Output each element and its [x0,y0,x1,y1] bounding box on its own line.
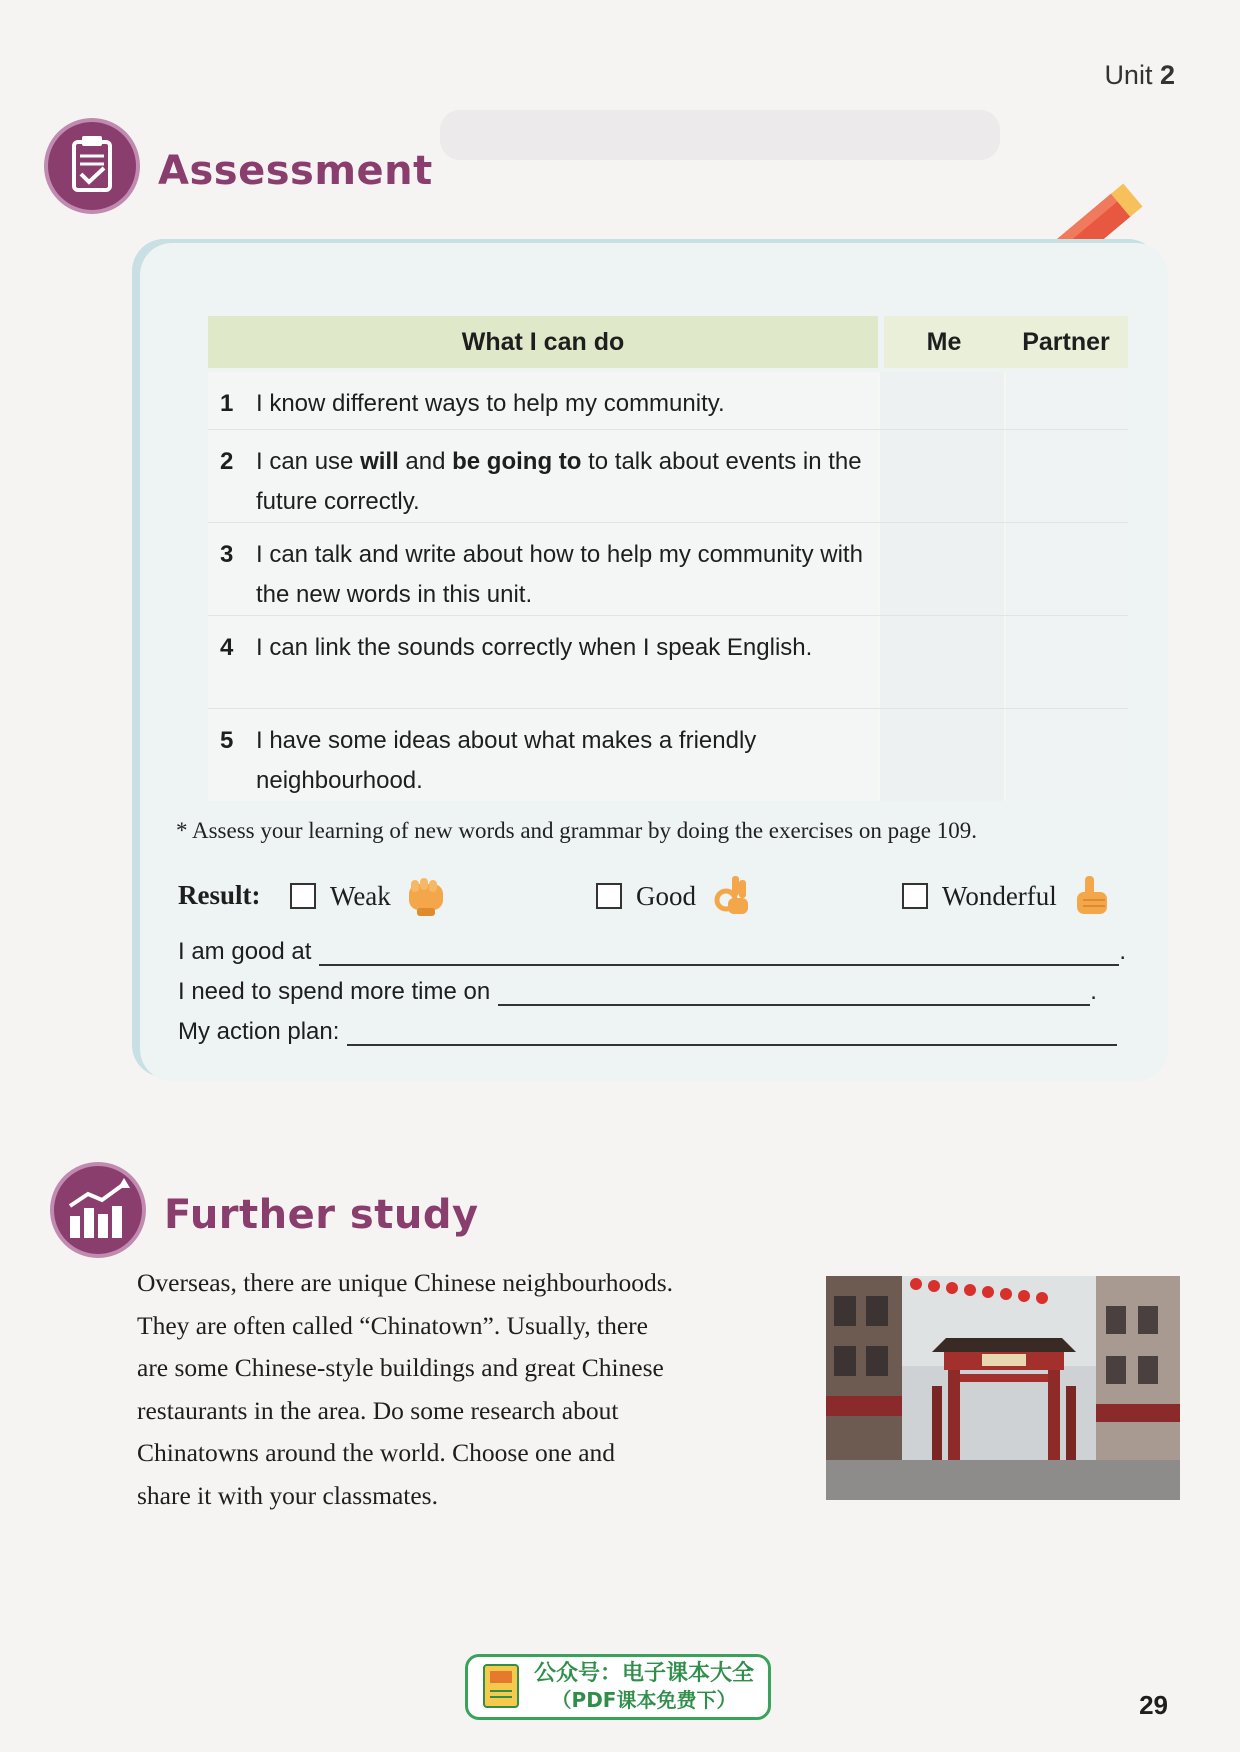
table-row [208,430,1128,523]
row-text-part: I can link the sounds correctly when I speak English. [256,634,813,661]
text-line: restaurants in the area. Do some research about [137,1395,619,1425]
partner-cell[interactable] [1004,709,1128,801]
row-text [256,384,868,417]
row-text [256,442,868,515]
column-me: Me [884,316,1004,368]
row-text-part: I know different ways to help my community. [256,390,725,417]
watermark-line-2: （PDF课本免费下） [551,1688,737,1712]
weak-checkbox[interactable] [290,883,316,909]
me-cell[interactable] [878,616,1004,708]
wonderful-checkbox[interactable] [902,883,928,909]
column-partner: Partner [1004,316,1128,368]
action-plan-blank[interactable] [347,1022,1117,1046]
bold-term: will [360,448,399,475]
further-study-text [137,1262,817,1517]
book-icon [480,1661,524,1713]
clipboard-icon [44,118,140,214]
partner-cell[interactable] [1004,430,1128,522]
text-line: share it with your classmates. [137,1480,438,1510]
action-plan-line [178,1018,1117,1046]
table-row [208,372,1128,430]
result-option-good [596,872,752,920]
good-at-blank[interactable] [319,942,1119,966]
text-line: Overseas, there are unique Chinese neighbourhoods. [137,1268,674,1297]
action-plan-label: My action plan: [178,1018,340,1045]
partner-cell[interactable] [1004,523,1128,615]
good-at-label: I am good at [178,938,312,965]
weak-label: Weak [330,880,391,911]
more-time-line: I need to spend more time on . [178,978,1097,1005]
row-number: 4 [220,634,234,661]
text-line: Chinatowns around the world. Choose one and [137,1438,616,1467]
result-row [178,872,1138,920]
assessment-note: * Assess your learning of new words and grammar by doing the exercises on page 109. [176,818,977,843]
ok-hand-icon [710,874,752,918]
table-row [208,616,1128,709]
me-cell[interactable] [878,523,1004,615]
row-text [256,628,868,696]
unit-word: Unit [1104,60,1153,90]
fist-icon [405,874,447,918]
row-text-part: I can use [256,448,361,475]
row-text [256,535,868,608]
result-label: Result: [178,880,261,910]
page-number: 29 [1139,1690,1168,1720]
background-title-ghost [440,80,1000,170]
table-row [208,709,1128,801]
text-line: They are often called “Chinatown”. Usually, there [137,1310,648,1340]
row-number: 2 [220,448,234,475]
assessment-title: Assessment [158,148,433,194]
further-study-title: Further study [164,1192,479,1238]
me-cell[interactable] [878,709,1004,801]
assessment-rows [208,372,1128,801]
good-checkbox[interactable] [596,883,622,909]
result-option-weak [290,872,447,920]
unit-label [1104,60,1175,91]
more-time-label: I need to spend more time on [178,978,491,1005]
partner-cell[interactable] [1004,372,1128,429]
bar-chart-icon [50,1162,146,1258]
good-label: Good [636,880,696,911]
bold-term: be going to [452,448,582,475]
row-text-part: to talk about events in the future correctly. [256,448,862,515]
row-text-part: I can talk and write about how to help my community with the new words in this unit. [256,541,863,608]
column-what-i-can-do: What I can do [208,316,878,368]
table-row [208,523,1128,616]
watermark-badge [465,1654,771,1720]
row-text [256,721,868,794]
partner-cell[interactable] [1004,616,1128,708]
row-number: 3 [220,541,234,568]
row-text-part: and [398,448,453,475]
row-text-part: I have some ideas about what makes a friendly neighbourhood. [256,727,757,794]
watermark-line-1: 公众号：电子课本大全 [534,1661,755,1686]
wonderful-label: Wonderful [942,880,1057,911]
table-header [208,316,1128,368]
good-at-line: I am good at . [178,938,1127,965]
me-cell[interactable] [878,372,1004,429]
chinatown-photo [826,1276,1180,1500]
row-number: 5 [220,727,234,754]
row-number: 1 [220,390,234,417]
unit-number: 2 [1159,60,1175,90]
me-cell[interactable] [878,430,1004,522]
more-time-blank[interactable] [498,982,1090,1006]
text-line: are some Chinese-style buildings and great Chinese [137,1353,664,1382]
thumbs-up-icon [1071,874,1113,918]
result-option-wonderful [902,872,1113,920]
